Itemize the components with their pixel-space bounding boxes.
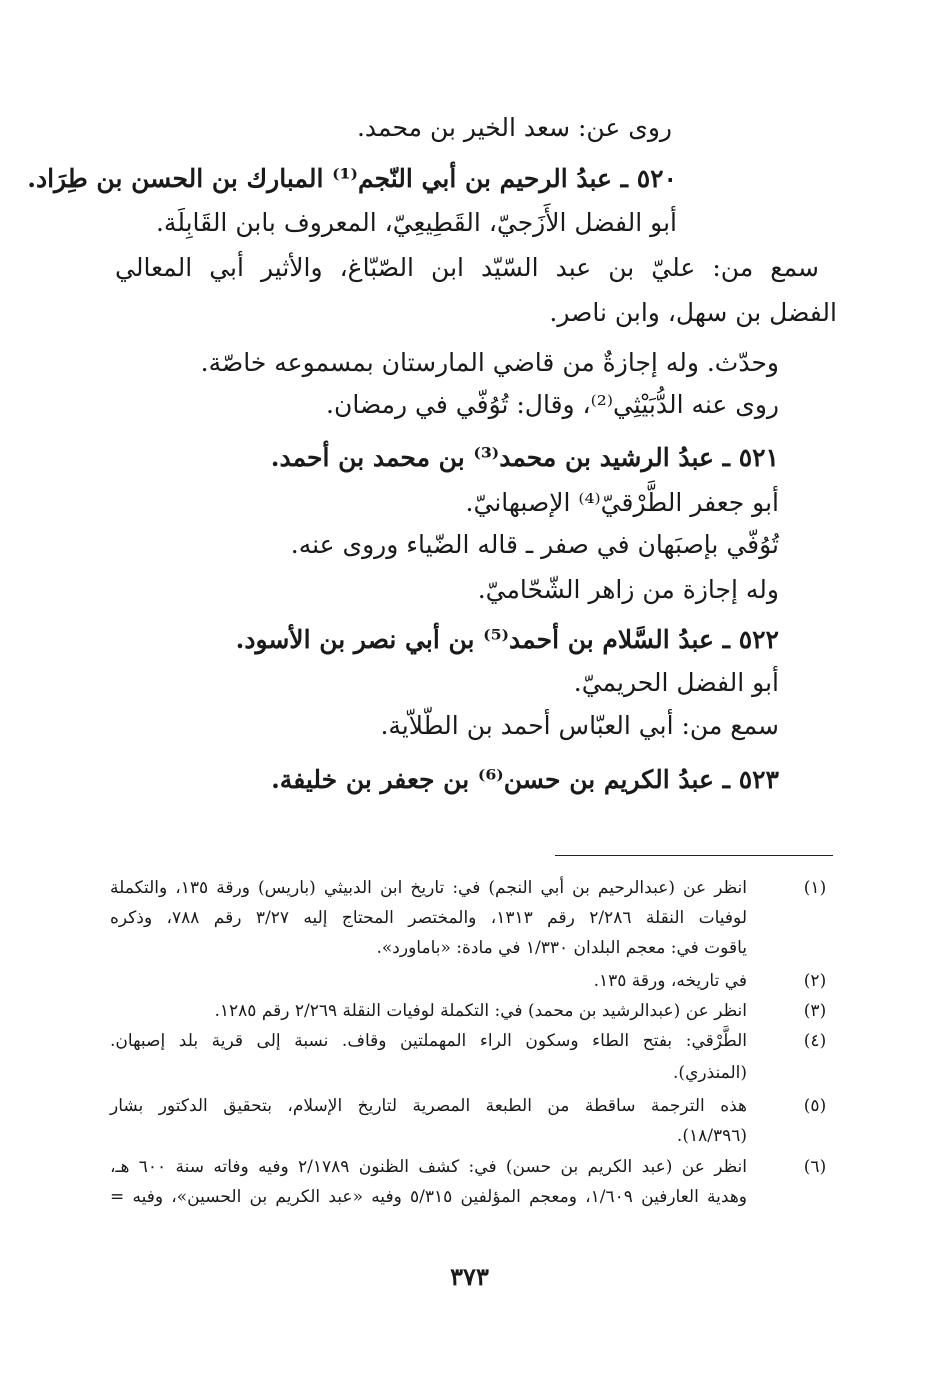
footnote-separator [555, 855, 833, 856]
entry-heading-521: ٥٢١ ـ عبدُ الرشيد بن محمد⁽³⁾ بن محمد بن أحمد. [270, 443, 779, 472]
footnote-line: (١٨/٣٩٦). [676, 1126, 747, 1146]
text-line: تُوُفّي بإصبَهان في صفر ـ قاله الضّياء وروى عنه. [290, 530, 779, 559]
footnote-number: (٦) [803, 1157, 827, 1177]
footnote-number: (٤) [803, 1031, 827, 1051]
text-line: وله إجازة من زاهر الشّحّاميّ. [477, 575, 779, 604]
text-line: روى عنه الدُّبَيْثِي⁽²⁾، وقال: تُوُفّي في رمضان. [326, 390, 779, 419]
text-line: سمع من: أبي العبّاس أحمد بن الطّلاّية. [380, 711, 779, 740]
text-line: أبو جعفر الطَّرْقيّ⁽⁴⁾ الإصبهانيّ. [465, 488, 779, 517]
footnote-line: وهدية العارفين ١/٦٠٩، ومعجم المؤلفين ٥/٣١٥ وفيه «عبد الكريم بن الحسين»، وفيه = [110, 1187, 748, 1207]
footnote-number: (١) [803, 878, 827, 898]
footnote-number: (٢) [803, 971, 827, 991]
footnote-line: انظر عن (عبدالرشيد بن محمد) في: التكملة لوفيات النقلة ٢/٢٦٩ رقم ١٢٨٥. [214, 1001, 747, 1021]
footnote-number: (٣) [803, 1001, 827, 1021]
text-line: وحدّث. وله إجازةٌ من قاضي المارستان بمسموعه خاصّة. [200, 348, 779, 377]
footnote-line: الطَّرْقي: بفتح الطاء وسكون الراء المهملتين وقاف. نسبة إلى قرية بلد إصبهان. [110, 1031, 747, 1051]
footnote-line: ياقوت في: معجم البلدان ١/٣٣٠ في مادة: «باماورد». [376, 938, 747, 958]
text-line: أبو الفضل الأَزَجيّ، القَطِيعِيّ، المعروف بابن القَابِلَة. [155, 208, 677, 237]
footnote-line: في تاريخه، ورقة ١٣٥. [593, 971, 747, 991]
footnote-line: انظر عن (عبدالرحيم بن أبي النجم) في: تاريخ ابن الدبيثي (باريس) ورقة ١٣٥، والتكملة [110, 878, 747, 898]
entry-heading-520: ٥٢٠ ـ عبدُ الرحيم بن أبي النّجم⁽¹⁾ المبارك بن الحسن بن طِرَاد. [27, 164, 677, 193]
footnote-line: لوفيات النقلة ٢/٢٨٦ رقم ١٣١٣، والمختصر المحتاج إليه ٣/٢٧ رقم ٧٨٨، وذكره [110, 908, 747, 928]
footnote-line: هذه الترجمة ساقطة من الطبعة المصرية لتاريخ الإسلام، بتحقيق الدكتور بشار [110, 1096, 747, 1116]
footnote-number: (٥) [803, 1096, 827, 1116]
footnote-line: انظر عن (عبد الكريم بن حسن) في: كشف الظنون ٢/١٧٨٩ وفيه وفاته سنة ٦٠٠ هـ، [110, 1157, 747, 1177]
page-number: ٣٧٣ [450, 1262, 489, 1291]
text-line: أبو الفضل الحريميّ. [573, 668, 779, 697]
entry-heading-523: ٥٢٣ ـ عبدُ الكريم بن حسن⁽⁶⁾ بن جعفر بن خليفة. [271, 765, 779, 794]
text-line: سمع من: عليّ بن عبد السّيّد ابن الصّبّاغ، والأثير أبي المعالي [115, 253, 819, 282]
footnote-line: (المنذري). [673, 1063, 747, 1083]
text-line: روى عن: سعد الخير بن محمد. [356, 113, 672, 142]
text-line: الفضل بن سهل، وابن ناصر. [549, 298, 837, 327]
entry-heading-522: ٥٢٢ ـ عبدُ السَّلام بن أحمد⁽⁵⁾ بن أبي نصر بن الأسود. [235, 625, 779, 654]
